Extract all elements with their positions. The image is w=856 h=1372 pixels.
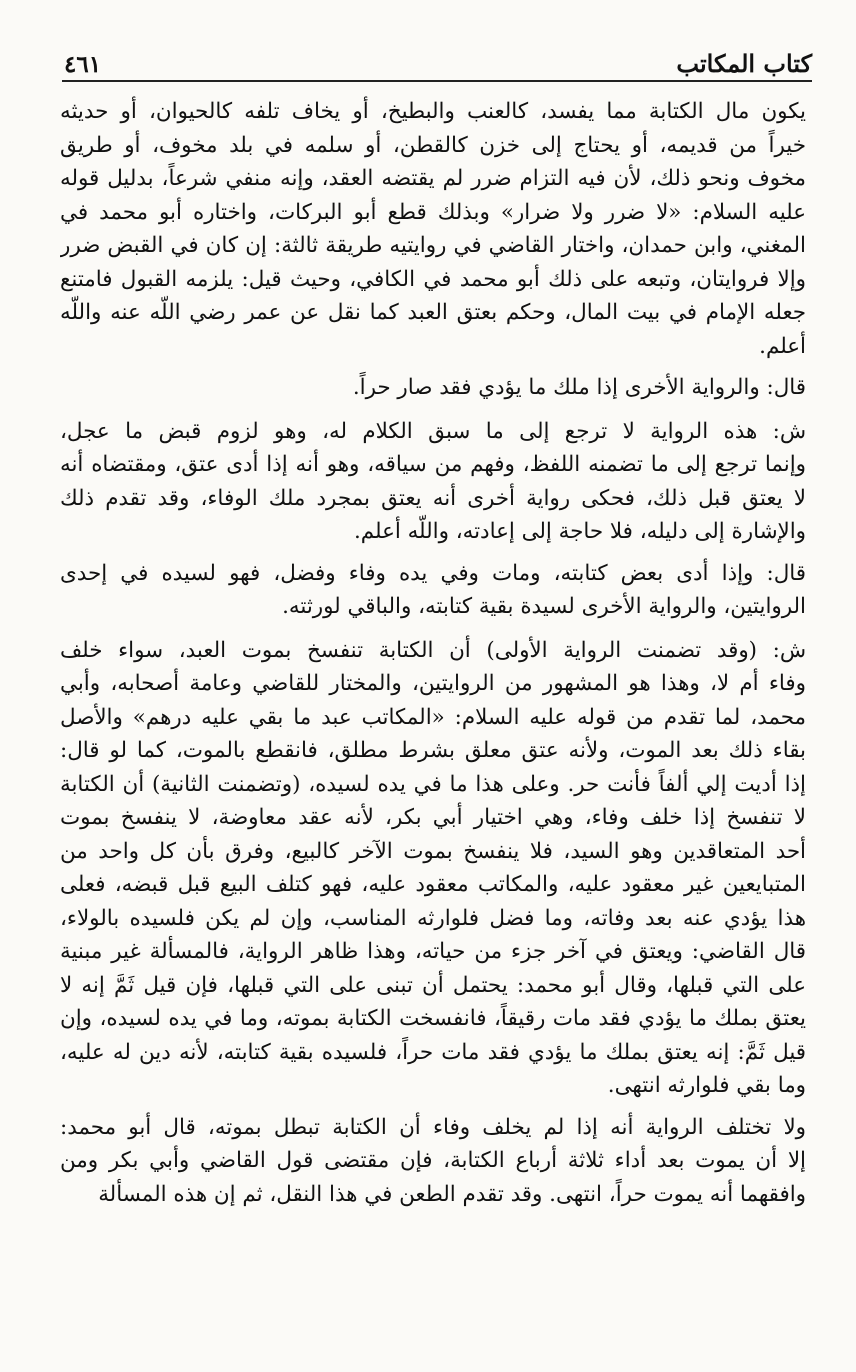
text-line: والإشارة إلى دليله، فلا حاجة إلى إعادته، واللّه أعلم. xyxy=(353,519,806,544)
text-line: لا تنفسخ إذا خلف وفاء، وهي اختيار أبي بكر، لأنه عقد معاوضة، لا ينفسخ بموت xyxy=(60,805,806,830)
text-line: يكون مال الكتابة مما يفسد، كالعنب والبطيخ، أو يخاف تلفه كالحيوان، أو حديثه xyxy=(60,99,806,124)
paragraph-p6 xyxy=(60,1111,806,1212)
text-line: مخوف ونحو ذلك، لأن فيه التزام ضرر لم يقتضه العقد، وإنه منفي شرعاً، بدليل قوله xyxy=(60,166,806,191)
text-line: هذا يؤدي عنه بعد وفاته، وما فضل فلوارثه المناسب، وإن لم يكن فلسيده بالولاء، xyxy=(60,905,806,931)
header-rule xyxy=(62,80,812,82)
text-line: الروايتين، والرواية الأخرى لسيدة بقية كتابته، والباقي لورثته. xyxy=(282,594,806,619)
page-number: ٤٦١ xyxy=(64,51,102,78)
text-line: وإنما ترجع إلى ما تضمنه اللفظ، وفهم من سياقه، وهو أنه إذا أدى عتق، ومقتضاه أنه xyxy=(60,452,806,477)
paragraph-p1 xyxy=(60,95,806,363)
running-title: كتاب المكاتب xyxy=(676,49,812,78)
text-line: قال: والرواية الأخرى إذا ملك ما يؤدي فقد صار حراً. xyxy=(352,375,806,400)
text-line: قال: وإذا أدى بعض كتابته، ومات وفي يده وفاء وفضل، فهو لسيده في إحدى xyxy=(60,560,806,586)
text-line: وافقهما أنه يموت حراً، انتهى. وقد تقدم الطعن في هذا النقل، ثم إن هذه المسألة xyxy=(98,1181,806,1207)
text-line: ش: هذه الرواية لا ترجع إلى ما سبق الكلام له، وهو لزوم قبض ما عجل، xyxy=(60,418,806,444)
text-line: ولا تختلف الرواية أنه إذا لم يخلف وفاء أن الكتابة تبطل بموته، قال أبو محمد: xyxy=(60,1114,806,1140)
text-line: محمد، لما تقدم من قوله عليه السلام: «المكاتب عبد ما بقي عليه درهم» والأصل xyxy=(60,704,806,730)
paragraph-p5 xyxy=(60,634,806,1103)
text-line: المتبايعين غير معقود عليه، والمكاتب معقود عليه، فهو كتلف البيع قبل قبضه، فعلى xyxy=(60,872,806,897)
text-line: المغني، وابن حمدان، واختار القاضي في روايتيه طريقة ثالثة: إن كان في القبض ضرر xyxy=(60,233,806,258)
text-line: قيل ثَمَّ: إنه يعتق بملك ما يؤدي فقد مات حراً، فلسيده بقية كتابته، لأنه دين له عليه، xyxy=(60,1039,806,1065)
text-line: أعلم. xyxy=(759,333,806,359)
text-line: عليه السلام: «لا ضرر ولا ضرار» وبذلك قطع أبو البركات، واختاره أبو محمد في xyxy=(60,199,806,225)
text-line: ش: (وقد تضمنت الرواية الأولى) أن الكتابة تنفسخ بموت العبد، سواء خلف xyxy=(60,637,806,663)
text-line: وفاء أم لا، وهذا هو المشهور من الروايتين، والمختار للقاضي وعامة أصحابه، وأبي xyxy=(60,671,806,696)
text-line: وما بقي فلوارثه انتهى. xyxy=(607,1073,806,1098)
paragraph-p3 xyxy=(60,415,806,549)
text-line: يعتق بملك ما يؤدي فقد مات رقيقاً، فانفسخت الكتابة بموته، وما في يده لسيده، وإن xyxy=(60,1006,806,1031)
text-line: جعله الإمام في بيت المال، وحكم بعتق العبد كما نقل عن عمر رضي اللّه عنه واللّه xyxy=(60,300,806,325)
paragraph-p4 xyxy=(60,557,806,624)
text-line: خيراً من قديمه، أو يحتاج إلى خزن كالقطن، أو سلمه في بلد مخوف، أو طريق xyxy=(60,132,806,158)
page-body xyxy=(60,95,806,1350)
paragraph-p2 xyxy=(60,371,806,405)
text-line: لا يعتق قبل ذلك، فحكى رواية أخرى أنه يعتق بمجرد ملك الوفاء، وقد تقدم ذلك xyxy=(60,485,806,511)
text-line: قال القاضي: ويعتق في آخر جزء من حياته، وهذا ظاهر الرواية، فالمسألة غير مبنية xyxy=(60,939,806,964)
text-line: وإلا فروايتان، وتبعه على ذلك أبو محمد في الكافي، وحيث قيل: يلزمه القبول فامتنع xyxy=(60,266,806,292)
text-line: على التي قبلها، وقال أبو محمد: يحتمل أن تبنى على التي قبلها، فإن قيل ثَمَّ إنه لا xyxy=(60,972,806,998)
text-line: إذا أديت إلي ألفاً فأنت حر. وعلى هذا ما في يده لسيده، (وتضمنت الثانية) أن الكتابة xyxy=(60,771,806,797)
text-line: بقاء ذلك بعد الموت، ولأنه عتق معلق بشرط مطلق، فانقطع بالموت، كما لو قال: xyxy=(60,738,806,763)
text-line: إلا أن يموت بعد أداء ثلاثة أرباع الكتابة، فإن مقتضى قول القاضي وأبي بكر ومن xyxy=(60,1148,806,1173)
page-header xyxy=(64,38,812,78)
text-line: أحد المتعاقدين وهو السيد، فلا ينفسخ بموت الآخر كالبيع، وفرق بأن كل واحد من xyxy=(60,838,806,864)
